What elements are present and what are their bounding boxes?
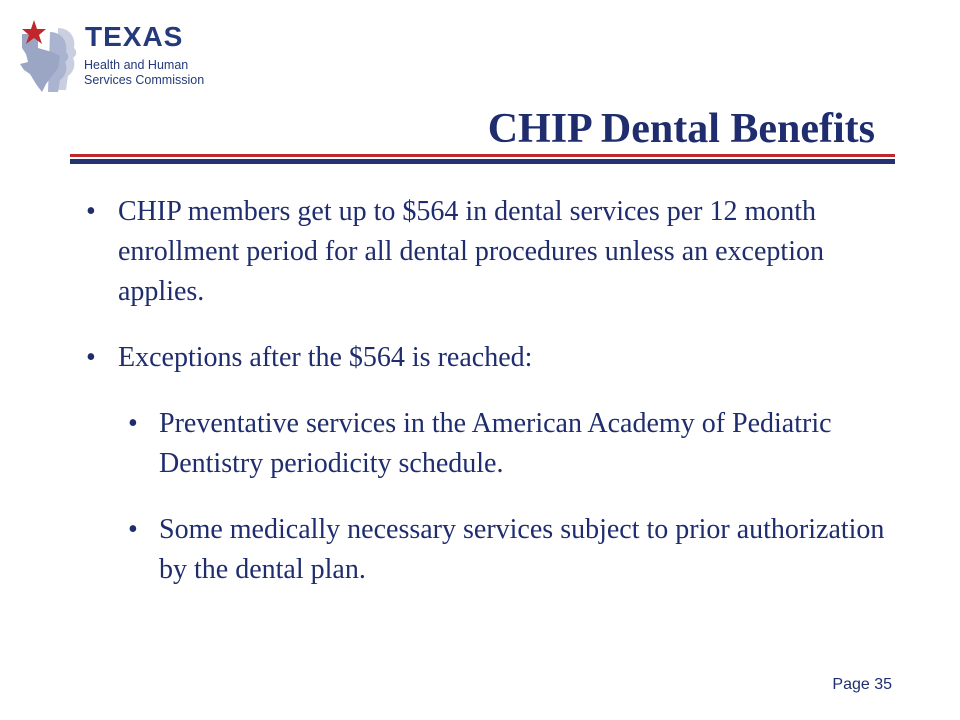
bullet-text: Exceptions after the $564 is reached:	[118, 342, 533, 373]
sub-bullet-text: Some medically necessary services subject to prior authorization by the dental plan.	[159, 514, 885, 585]
sub-bullet-item	[128, 510, 888, 590]
bullet-dot: •	[86, 342, 96, 373]
logo-texas-text: TEXAS	[85, 21, 184, 52]
logo-line-2: Health and Human	[84, 58, 189, 72]
bullet-item	[86, 338, 876, 378]
logo-line-3: Services Commission	[84, 73, 205, 87]
bullet-text: CHIP members get up to $564 in dental services per 12 month enrollment period for all dental procedures unless an exception applies.	[118, 196, 824, 307]
bullet-item	[86, 192, 876, 312]
page-number: Page 35	[832, 676, 892, 693]
sub-bullet-item	[128, 404, 888, 484]
bullet-dot: •	[86, 196, 96, 227]
slide-title: CHIP Dental Benefits	[487, 106, 875, 152]
bullet-dot: •	[128, 408, 138, 439]
bullet-dot: •	[128, 514, 138, 545]
sub-bullet-text: Preventative services in the American Academy of Pediatric Dentistry periodicity schedule.	[159, 408, 832, 479]
